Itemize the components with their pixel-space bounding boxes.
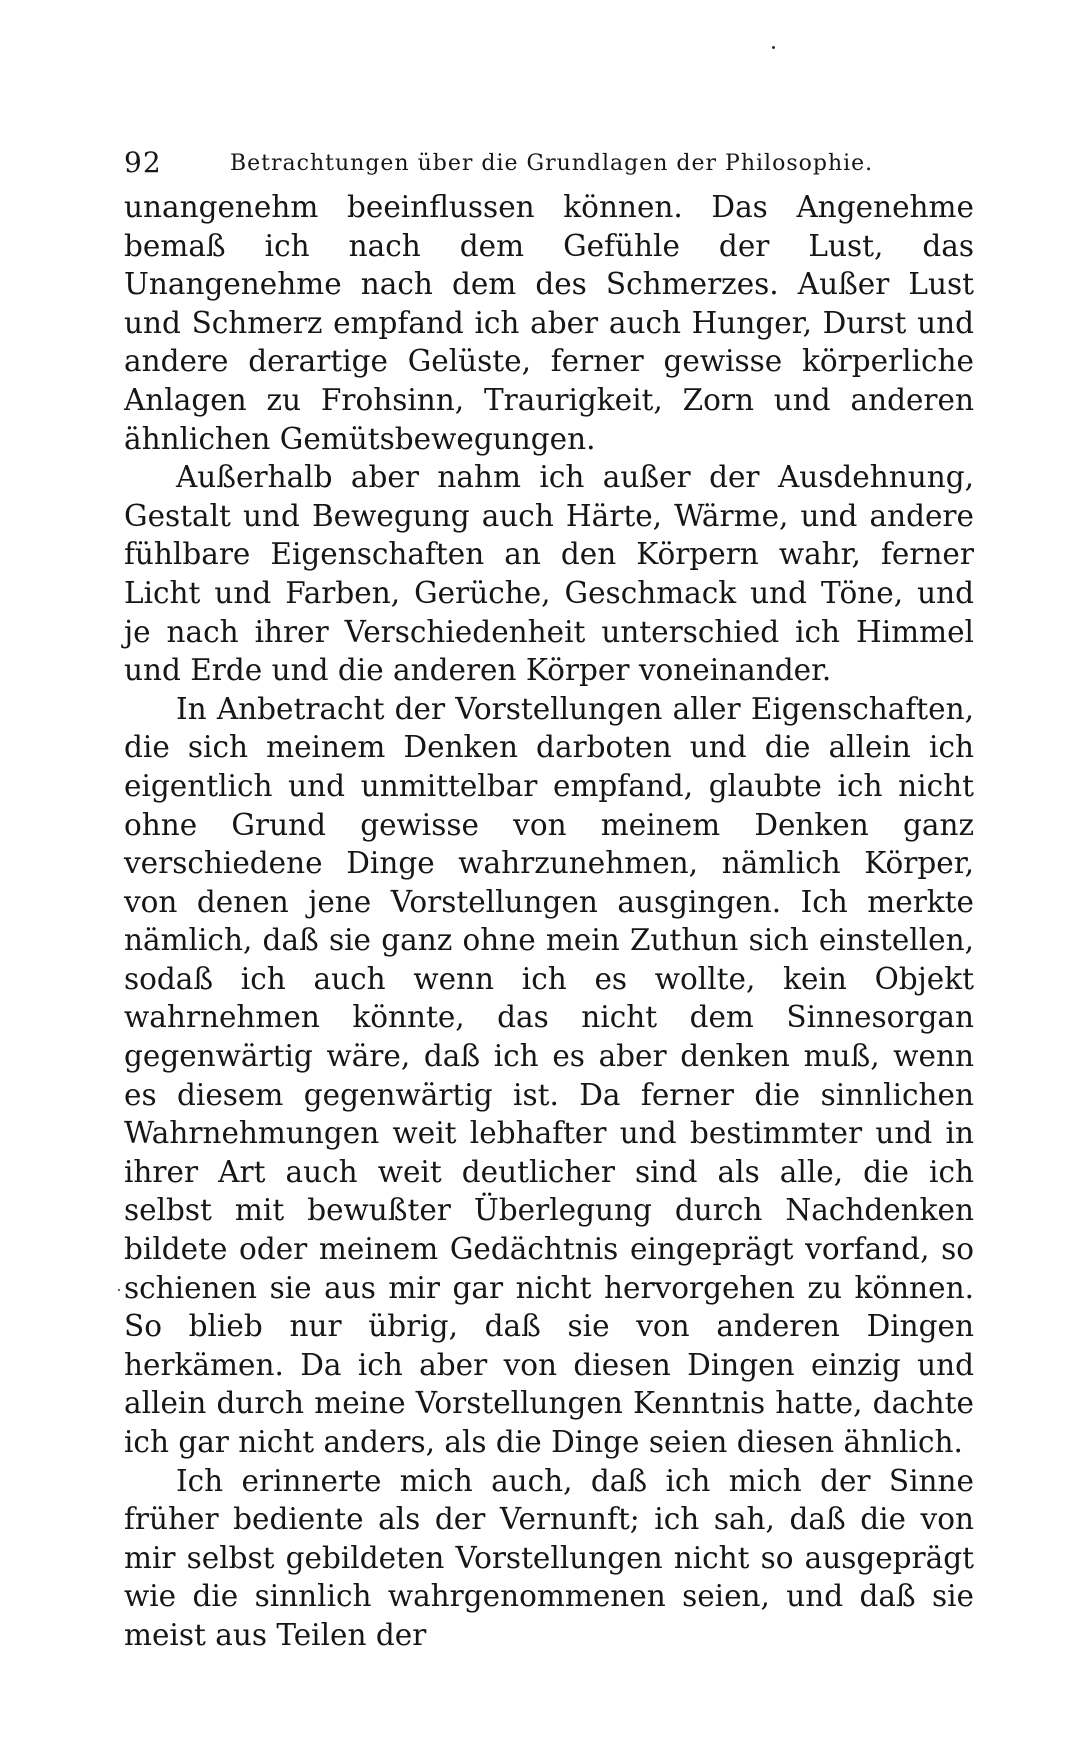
paragraph-2: Außerhalb aber nahm ich außer der Ausdehnung, Gestalt und Bewegung auch Härte, Wärme, und andere fühlbare Eigenschaften an den Körpern wahr, ferner Licht und Farben, Gerüche, Geschmack und Töne, und je nach ihrer Verschiedenheit unterschied ich Himmel und Erde und die anderen Körper voneinander. [124,460,974,688]
running-title: Betrachtungen über die Grundlagen der Philosophie. [230,151,874,176]
scan-speck [772,46,775,49]
scan-speck [118,1289,120,1291]
paragraph-1: unangenehm beeinflussen können. Das Angenehme bemaß ich nach dem Gefühle der Lust, das Unangenehme nach dem des Schmerzes. Außer Lust und Schmerz empfand ich aber auch Hunger, Durst und andere derartige Gelüste, ferner gewisse körperliche Anlagen zu Frohsinn, Traurigkeit, Zorn und anderen ähnlichen Gemütsbewegungen. [124,190,974,456]
paragraph-4: Ich erinnerte mich auch, daß ich mich der Sinne früher bediente als der Vernunft; ich sah, daß die von mir selbst gebildeten Vorstellungen nicht so ausgeprägt wie die sinnlich wahrgenommenen seien, und daß sie meist aus Teilen der [124,1463,974,1652]
page-header [124,146,884,186]
body-text [124,188,974,1652]
paragraph-3: In Anbetracht der Vorstellungen aller Eigenschaften, die sich meinem Denken darboten und die allein ich eigentlich und unmittelbar empfand, glaubte ich nicht ohne Grund gewisse von meinem Denken ganz verschiedene Dinge wahrzunehmen, nämlich Körper, von denen jene Vorstellungen ausgingen. Ich merkte nämlich, daß sie ganz ohne mein Zuthun sich einstellen, sodaß ich auch wenn ich es wollte, kein Objekt wahrnehmen könnte, das nicht dem Sinnesorgan gegenwärtig wäre, daß ich es aber denken muß, wenn es diesem gegenwärtig ist. Da ferner die sinnlichen Wahrnehmungen weit lebhafter und bestimmter und in ihrer Art auch weit deutlicher sind als alle, die ich selbst mit bewußter Überlegung durch Nachdenken bildete oder meinem Gedächtnis eingeprägt vorfand, so schienen sie aus mir gar nicht hervorgehen zu können. So blieb nur übrig, daß sie von anderen Dingen herkämen. Da ich aber von diesen Dingen einzig und allein durch meine Vorstellungen Kenntnis hatte, dachte ich gar nicht anders, als die Dinge seien diesen ähnlich. [124,691,974,1459]
page-number: 92 [124,146,162,179]
